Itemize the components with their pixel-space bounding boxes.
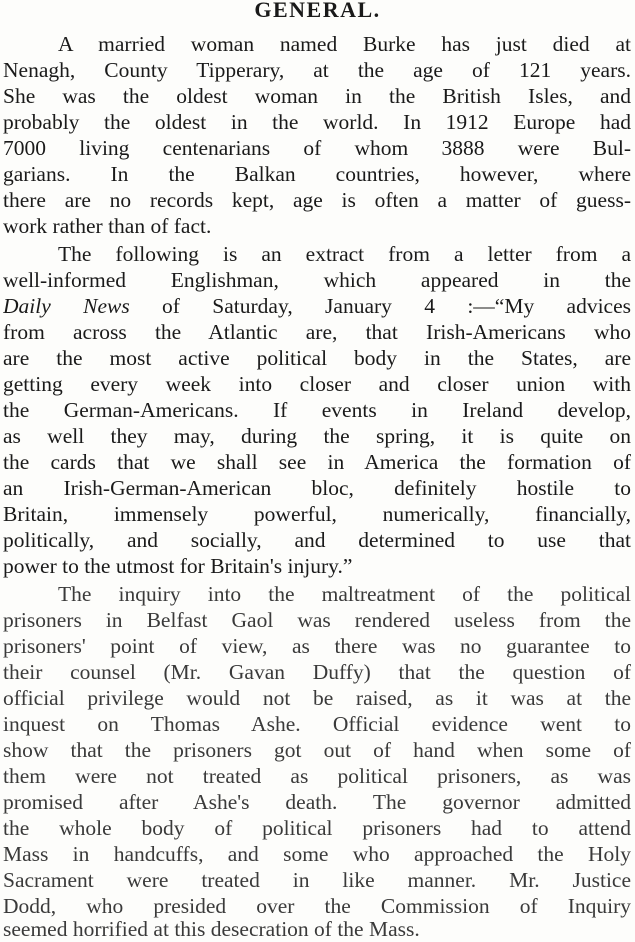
section-heading: GENERAL. xyxy=(254,0,381,22)
paragraph-3-line: their counsel (Mr. Gavan Duffy) that the question of xyxy=(3,660,631,684)
paragraph-3-line: the whole body of political prisoners had to attend xyxy=(3,816,631,840)
paragraph-2-line: as well they may, during the spring, it is quite on xyxy=(3,424,631,448)
paragraph-2-line: from across the Atlantic are, that Irish-Americans who xyxy=(3,320,631,344)
paragraph-3-line: prisoners' point of view, as there was no guarantee to xyxy=(3,634,631,658)
paragraph-1-line: A married woman named Burke has just died at xyxy=(58,32,631,56)
paragraph-1-line: Nenagh, County Tipperary, at the age of 121 years. xyxy=(3,58,631,82)
paragraph-1-line: 7000 living centenarians of whom 3888 were Bul- xyxy=(3,136,631,160)
paragraph-2-line: are the most active political body in the States, are xyxy=(3,346,631,370)
paragraph-1-line: probably the oldest in the world. In 1912 Europe had xyxy=(3,110,631,134)
paragraph-3-line: inquest on Thomas Ashe. Official evidence went to xyxy=(3,712,631,736)
paragraph-2-line: politically, and socially, and determined to use that xyxy=(3,528,631,552)
paragraph-2-line: The following is an extract from a letter from a xyxy=(58,242,631,266)
paragraph-2-line: the German-Americans. If events in Ireland develop, xyxy=(3,398,631,422)
paragraph-2-line-with-title xyxy=(3,294,631,319)
paragraph-3-line: show that the prisoners got out of hand when some of xyxy=(3,738,631,762)
paragraph-3-line: The inquiry into the maltreatment of the political xyxy=(58,582,631,606)
paragraph-3-line: Dodd, who presided over the Commission of Inquiry xyxy=(3,894,631,918)
paragraph-3-line: them were not treated as political prisoners, as was xyxy=(3,764,631,788)
paragraph-2-line: the cards that we shall see in America the formation of xyxy=(3,450,631,474)
paragraph-2-line: well-informed Englishman, which appeared in the xyxy=(3,268,631,292)
paragraph-2-line: Britain, immensely powerful, numerically, financially, xyxy=(3,502,631,526)
paragraph-1-line: work rather than of fact. xyxy=(3,214,212,238)
paragraph-3-line: promised after Ashe's death. The governor admitted xyxy=(3,790,631,814)
paragraph-3-line: seemed horrified at this desecration of the Mass. xyxy=(3,917,420,941)
paragraph-2-line-text: of Saturday, January 4 :—“My advices xyxy=(162,294,631,318)
paragraph-2-line: power to the utmost for Britain's injury.” xyxy=(3,554,353,578)
newspaper-title: Daily News xyxy=(3,294,130,318)
paragraph-2-line: an Irish-German-American bloc, definitely hostile to xyxy=(3,476,631,500)
paragraph-2-line: getting every week into closer and closer union with xyxy=(3,372,631,396)
paragraph-1-line: garians. In the Balkan countries, however, where xyxy=(3,162,631,186)
paragraph-1-line: there are no records kept, age is often a matter of guess- xyxy=(3,188,631,212)
paragraph-3-line: prisoners in Belfast Gaol was rendered useless from the xyxy=(3,608,631,632)
paragraph-1-line: She was the oldest woman in the British Isles, and xyxy=(3,84,631,108)
paragraph-3-line: Sacrament were treated in like manner. Mr. Justice xyxy=(3,868,631,892)
paragraph-3-line: Mass in handcuffs, and some who approached the Holy xyxy=(3,842,631,866)
paragraph-3-line: official privilege would not be raised, as it was at the xyxy=(3,686,631,710)
